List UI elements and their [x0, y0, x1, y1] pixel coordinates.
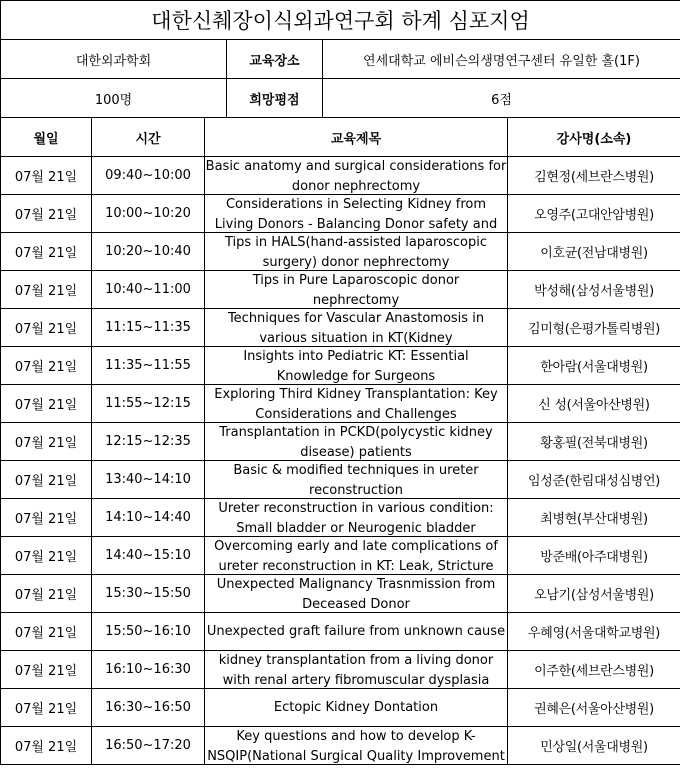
- topic-cell: [205, 309, 508, 347]
- time-cell: 15:50~16:10: [92, 613, 205, 651]
- topic-cell: [205, 157, 508, 195]
- date-cell: 07월 21일: [1, 499, 92, 537]
- table-row: [1, 651, 680, 689]
- time-cell: 12:15~12:35: [92, 423, 205, 461]
- lecturer-cell: 권혜은(서울아산병원): [508, 689, 680, 727]
- topic-cell: [205, 233, 508, 271]
- table-row: [1, 347, 680, 385]
- topic-line: Living Donors - Balancing Donor safety and: [214, 217, 498, 232]
- topic-line: disease) patients: [300, 445, 412, 460]
- topic-line: Basic & modified techniques in ureter: [233, 463, 479, 478]
- topic-line: surgery) donor nephrectomy: [262, 255, 450, 270]
- topic-line: Considerations and Challenges: [255, 407, 457, 422]
- topic-cell: [205, 423, 508, 461]
- date-cell: 07월 21일: [1, 157, 92, 195]
- capacity-cell: 100명: [1, 79, 227, 118]
- lecturer-cell: 김현정(세브란스병원): [508, 157, 680, 195]
- table-row: [1, 423, 680, 461]
- topic-line: various situation in KT(Kidney: [259, 331, 453, 346]
- time-cell: 16:10~16:30: [92, 651, 205, 689]
- time-cell: 16:30~16:50: [92, 689, 205, 727]
- topic-cell: [205, 575, 508, 613]
- time-cell: 16:50~17:20: [92, 727, 205, 765]
- page-title: 대한신췌장이식외과연구회 하계 심포지엄: [1, 1, 680, 40]
- credit-label: 희망평점: [227, 79, 323, 118]
- topic-line: Ureter reconstruction in various condition:: [218, 501, 494, 516]
- table-row: [1, 727, 680, 765]
- date-cell: 07월 21일: [1, 309, 92, 347]
- topic-line: Small bladder or Neurogenic bladder: [236, 521, 476, 536]
- date-cell: 07월 21일: [1, 385, 92, 423]
- table-row: [1, 537, 680, 575]
- topic-cell: [205, 195, 508, 233]
- info-row-venue: [1, 40, 680, 79]
- info-row-capacity: [1, 79, 680, 118]
- column-header-row: [1, 118, 680, 157]
- venue-value: 연세대학교 에비슨의생명연구센터 유일한 홀(1F): [323, 40, 680, 79]
- time-cell: 09:40~10:00: [92, 157, 205, 195]
- topic-line: Transplantation in PCKD(polycystic kidney: [219, 425, 493, 440]
- date-cell: 07월 21일: [1, 727, 92, 765]
- table-row: [1, 689, 680, 727]
- topic-line: donor nephrectomy: [291, 179, 421, 194]
- date-cell: 07월 21일: [1, 233, 92, 271]
- column-header-lecturer: 강사명(소속): [508, 118, 680, 157]
- credit-value: 6점: [323, 79, 680, 118]
- topic-line: Knowledge for Surgeons: [276, 369, 436, 384]
- table-row: [1, 195, 680, 233]
- time-cell: 11:55~12:15: [92, 385, 205, 423]
- lecturer-cell: 신 성(서울아산병원): [508, 385, 680, 423]
- topic-line: Overcoming early and late complications of: [214, 539, 498, 554]
- table-row: [1, 575, 680, 613]
- lecturer-cell: 오남기(삼성서울병원): [508, 575, 680, 613]
- date-cell: 07월 21일: [1, 689, 92, 727]
- lecturer-cell: 박성해(삼성서울병원): [508, 271, 680, 309]
- date-cell: 07월 21일: [1, 537, 92, 575]
- time-cell: 11:35~11:55: [92, 347, 205, 385]
- topic-line: Tips in Pure Laparoscopic donor: [252, 273, 460, 288]
- topic-line: Unexpected Malignancy Trasnmission from: [216, 577, 496, 592]
- topic-cell: [205, 613, 508, 651]
- table-row: [1, 271, 680, 309]
- table-row: [1, 385, 680, 423]
- date-cell: 07월 21일: [1, 651, 92, 689]
- lecturer-cell: 방준배(아주대병원): [508, 537, 680, 575]
- lecturer-cell: 임성준(한림대성심병언): [508, 461, 680, 499]
- organizer-cell: 대한외과학회: [1, 40, 227, 79]
- time-cell: 14:40~15:10: [92, 537, 205, 575]
- table-row: [1, 157, 680, 195]
- lecturer-cell: 최병현(부산대병원): [508, 499, 680, 537]
- date-cell: 07월 21일: [1, 347, 92, 385]
- topic-line: kidney transplantation from a living donor: [218, 653, 494, 668]
- table-row: [1, 499, 680, 537]
- topic-line: Tips in HALS(hand-assisted laparoscopic: [225, 235, 487, 250]
- topic-line: Key questions and how to develop K-: [236, 729, 476, 744]
- venue-label: 교육장소: [227, 40, 323, 79]
- topic-line: with renal artery fibromuscular dysplasia: [222, 673, 490, 688]
- lecturer-cell: 우혜영(서울대학교병원): [508, 613, 680, 651]
- time-cell: 14:10~14:40: [92, 499, 205, 537]
- topic-cell: [205, 727, 508, 765]
- date-cell: 07월 21일: [1, 423, 92, 461]
- time-cell: 10:40~11:00: [92, 271, 205, 309]
- topic-line: reconstruction: [309, 483, 403, 498]
- date-cell: 07월 21일: [1, 461, 92, 499]
- date-cell: 07월 21일: [1, 271, 92, 309]
- table-row: [1, 461, 680, 499]
- time-cell: 13:40~14:10: [92, 461, 205, 499]
- topic-line: Techniques for Vascular Anastomosis in: [227, 311, 485, 326]
- date-cell: 07월 21일: [1, 195, 92, 233]
- topic-line: Insights into Pediatric KT: Essential: [243, 349, 469, 364]
- topic-line: Deceased Donor: [302, 597, 410, 612]
- table-row: [1, 309, 680, 347]
- topic-cell: [205, 537, 508, 575]
- lecturer-cell: 오영주(고대안암병원): [508, 195, 680, 233]
- topic-cell: [205, 347, 508, 385]
- date-cell: 07월 21일: [1, 613, 92, 651]
- lecturer-cell: 이주한(세브란스병원): [508, 651, 680, 689]
- topic-line: ureter reconstruction in KT: Leak, Stricture: [218, 559, 494, 574]
- time-cell: 11:15~11:35: [92, 309, 205, 347]
- title-row: [1, 1, 680, 40]
- topic-line: Unexpected graft failure from unknown cause: [206, 623, 506, 639]
- topic-cell: [205, 385, 508, 423]
- topic-cell: [205, 461, 508, 499]
- column-header-time: 시간: [92, 118, 205, 157]
- topic-line: Ectopic Kidney Dontation: [273, 699, 439, 715]
- column-header-topic: 교육제목: [205, 118, 508, 157]
- topic-line: Basic anatomy and surgical considerations for: [205, 159, 507, 174]
- column-header-date: 월일: [1, 118, 92, 157]
- topic-cell: [205, 499, 508, 537]
- topic-cell: [205, 689, 508, 727]
- lecturer-cell: 한아람(서울대병원): [508, 347, 680, 385]
- time-cell: 15:30~15:50: [92, 575, 205, 613]
- time-cell: 10:00~10:20: [92, 195, 205, 233]
- topic-line: Exploring Third Kidney Transplantation: Key: [214, 387, 498, 402]
- time-cell: 10:20~10:40: [92, 233, 205, 271]
- lecturer-cell: 황홍필(전북대병원): [508, 423, 680, 461]
- lecturer-cell: 이호균(전남대병원): [508, 233, 680, 271]
- table-row: [1, 233, 680, 271]
- date-cell: 07월 21일: [1, 575, 92, 613]
- topic-line: nephrectomy: [312, 293, 400, 308]
- lecturer-cell: 김미형(은평가톨릭병원): [508, 309, 680, 347]
- table-row: [1, 613, 680, 651]
- topic-line: Considerations in Selecting Kidney from: [225, 197, 487, 212]
- topic-cell: [205, 271, 508, 309]
- topic-line: NSQIP(National Surgical Quality Improvement: [207, 749, 505, 764]
- lecturer-cell: 민상일(서울대병원): [508, 727, 680, 765]
- topic-cell: [205, 651, 508, 689]
